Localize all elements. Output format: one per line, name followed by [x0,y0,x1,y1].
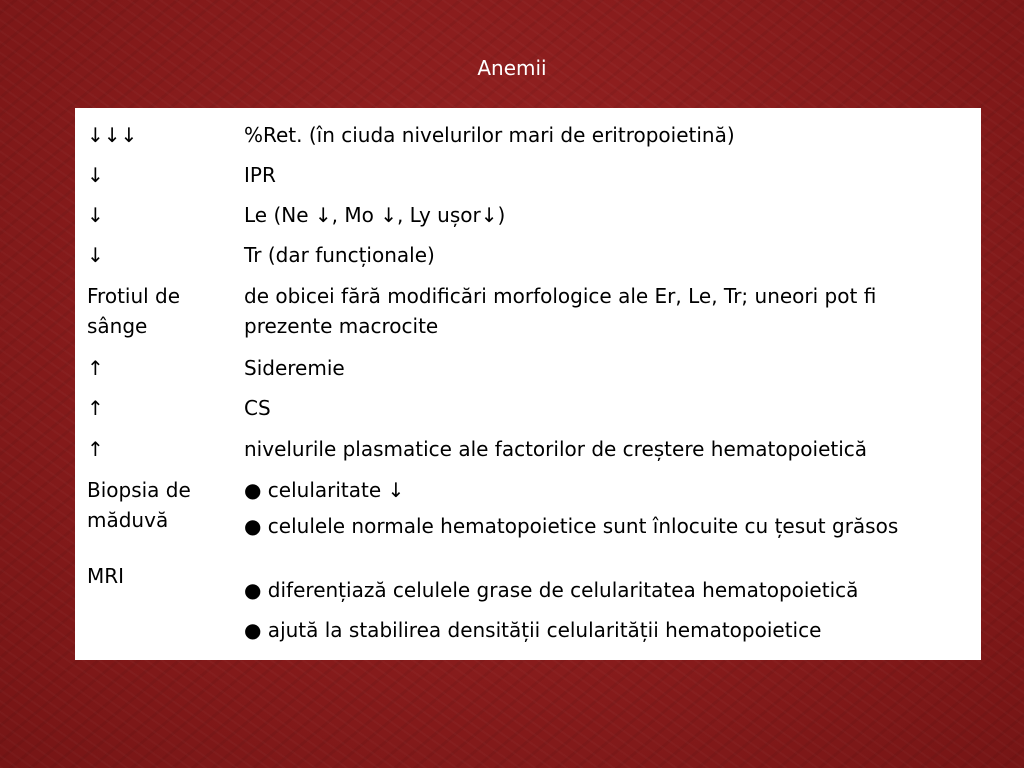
row-description [244,240,974,270]
row-marker: ↓↓↓ [87,123,138,147]
description-line: ● ajută la stabilirea densității celularității hematopoietice [244,618,822,642]
row-marker: ↓ [87,243,104,267]
findings-table [75,108,981,660]
row-marker: ↑ [87,437,104,461]
description-line: ● diferențiază celulele grase de celularitatea hematopoietică [244,578,859,602]
row-description [244,434,974,464]
description-line: nivelurile plasmatice ale factorilor de creștere hematopoietică [244,437,868,461]
row-description [244,160,974,190]
description-line: Le (Ne ↓, Mo ↓, Ly ușor↓) [244,203,506,227]
row-label: Frotiul de sânge [87,284,181,338]
description-line: ● celulele normale hematopoietice sunt înlocuite cu țesut grăsos [244,514,899,538]
row-marker: ↓ [87,163,104,187]
row-marker: ↑ [87,396,104,420]
row-description [244,393,974,423]
description-line: %Ret. (în ciuda nivelurilor mari de eritropoietină) [244,123,735,147]
row-label: MRI [87,564,125,588]
row-description [244,475,974,541]
row-marker: ↑ [87,356,104,380]
row-description [244,353,974,383]
slide-title: Anemii [477,56,547,80]
row-description [244,575,974,645]
row-description [244,200,974,230]
description-line: prezente macrocite [244,314,439,338]
description-line: ● celularitate ↓ [244,478,405,502]
description-line: IPR [244,163,276,187]
description-line: de obicei fără modificări morfologice ale Er, Le, Tr; uneori pot fi [244,284,877,308]
row-description [244,281,974,341]
row-marker: ↓ [87,203,104,227]
description-line: CS [244,396,271,420]
description-line: Sideremie [244,356,345,380]
row-description [244,120,974,150]
row-label: Biopsia de măduvă [87,478,191,532]
description-line: Tr (dar funcționale) [244,243,435,267]
